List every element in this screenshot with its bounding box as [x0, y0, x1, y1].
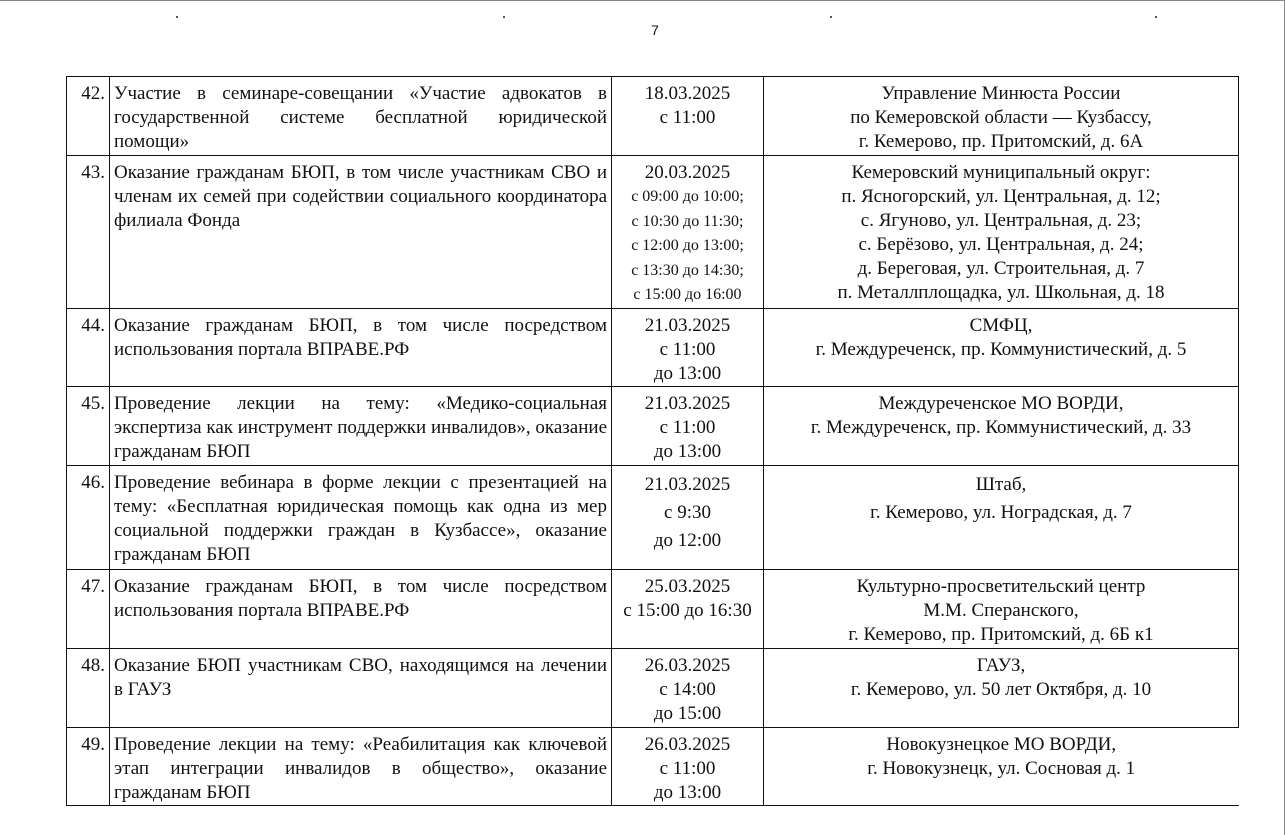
event-date	[612, 386, 764, 465]
time-line: с 14:00	[659, 678, 716, 700]
event-description: Проведение лекции на тему: «Реабилитация как ключевой этап интеграции инвалидов в общество», оказание гражданам БЮП	[110, 727, 612, 805]
time-line: до 13:00	[653, 781, 722, 803]
row-number: 46.	[67, 465, 110, 569]
event-date	[612, 465, 764, 569]
location-line: Штаб,	[975, 473, 1027, 495]
table-row	[67, 569, 1239, 648]
time-line: до 13:00	[653, 362, 722, 384]
date-line: 20.03.2025	[644, 162, 731, 183]
date-line: 25.03.2025	[644, 575, 731, 597]
time-slot: с 10:30 до 11:30;	[631, 212, 744, 230]
table-row	[67, 465, 1239, 569]
row-number: 49.	[67, 727, 110, 805]
date-line: 21.03.2025	[644, 473, 731, 495]
date-line: 21.03.2025	[644, 314, 731, 336]
event-description: Проведение вебинара в форме лекции с презентацией на тему: «Бесплатная юридическая помощь как одна из мер социальной поддержки граждан в Кузбассе», оказание гражданам БЮП	[110, 465, 612, 569]
time-line: до 13:00	[653, 440, 722, 462]
location-line: ГАУЗ,	[976, 654, 1026, 676]
time-line: с 11:00	[659, 107, 716, 128]
row-number: 47.	[67, 569, 110, 648]
event-location	[764, 569, 1239, 648]
row-number: 44.	[67, 308, 110, 386]
time-line: с 11:00	[659, 416, 716, 438]
location-line: М.М. Сперанского,	[923, 599, 1079, 621]
table-row	[67, 727, 1239, 805]
location-line: г. Кемерово, пр. Притомский, д. 6Б к1	[848, 623, 1154, 645]
event-description: Оказание гражданам БЮП, в том числе участникам СВО и членам их семей при содействии социального координатора филиала Фонда	[110, 156, 612, 309]
scan-speck	[503, 16, 505, 18]
location-line: СМФЦ,	[969, 314, 1033, 336]
event-date	[612, 648, 764, 727]
time-line: с 11:00	[659, 338, 716, 360]
event-location	[764, 648, 1239, 727]
time-slot: с 12:00 до 13:00;	[631, 237, 744, 254]
event-location	[764, 308, 1239, 386]
event-date	[612, 569, 764, 648]
time-slot: с 15:00 до 16:00	[633, 286, 742, 303]
location-line: г. Кемерово, ул. 50 лет Октября, д. 10	[850, 678, 1152, 700]
location-line: п. Ясногорский, ул. Центральная, д. 12;	[841, 186, 1161, 207]
scan-speck	[176, 16, 178, 18]
row-number: 42.	[67, 77, 110, 156]
location-line: г. Кемерово, пр. Притомский, д. 6А	[858, 131, 1144, 152]
page-edge-top	[0, 0, 1285, 1]
date-line: 26.03.2025	[644, 733, 731, 755]
table-row	[67, 386, 1239, 465]
location-line: Новокузнецкое МО ВОРДИ,	[886, 733, 1117, 755]
time-slot: с 09:00 до 10:00;	[631, 188, 744, 205]
row-number: 45.	[67, 386, 110, 465]
table-row	[67, 648, 1239, 727]
location-line: с. Берёзово, ул. Центральная, д. 24;	[858, 234, 1144, 255]
event-description: Проведение лекции на тему: «Медико-социальная экспертиза как инструмент поддержки инвалидов», оказание гражданам БЮП	[110, 386, 612, 465]
event-description: Участие в семинаре-совещании «Участие адвокатов в государственной системе бесплатной юридической помощи»	[110, 77, 612, 156]
event-location	[764, 77, 1239, 156]
table-row	[67, 77, 1239, 156]
event-location	[764, 727, 1239, 805]
location-line: с. Ягуново, ул. Центральная, д. 23;	[860, 210, 1142, 231]
event-location	[764, 386, 1239, 465]
row-number: 48.	[67, 648, 110, 727]
time-line: с 15:00 до 16:30	[623, 599, 752, 621]
time-line: с 11:00	[659, 757, 716, 779]
table-row	[67, 308, 1239, 386]
time-slot: с 13:30 до 14:30;	[631, 261, 744, 279]
location-line: г. Кемерово, ул. Ноградская, д. 7	[870, 501, 1132, 523]
event-description: Оказание гражданам БЮП, в том числе посредством использования портала ВПРАВЕ.РФ	[110, 308, 612, 386]
location-line: г. Междуреченск, пр. Коммунистический, д. 5	[815, 338, 1187, 360]
event-date	[612, 308, 764, 386]
event-description: Оказание гражданам БЮП, в том числе посредством использования портала ВПРАВЕ.РФ	[110, 569, 612, 648]
event-location	[764, 465, 1239, 569]
location-line: г. Новокузнецк, ул. Сосновая д. 1	[867, 757, 1136, 779]
location-line: Управление Минюста России	[881, 83, 1121, 104]
event-date	[612, 727, 764, 805]
location-line: Кемеровский муниципальный округ:	[851, 162, 1151, 183]
location-line: Междуреченское МО ВОРДИ,	[878, 392, 1124, 414]
scan-speck	[1155, 16, 1157, 18]
location-line: п. Металлплощадка, ул. Школьная, д. 18	[837, 282, 1165, 303]
table-row	[67, 156, 1239, 309]
events-table	[66, 76, 1239, 806]
date-line: 26.03.2025	[644, 654, 731, 676]
location-line: д. Береговая, ул. Строительная, д. 7	[857, 258, 1145, 279]
location-line: Культурно-просветительский центр	[856, 575, 1146, 597]
row-number: 43.	[67, 156, 110, 309]
event-description: Оказание БЮП участникам СВО, находящимся на лечении в ГАУЗ	[110, 648, 612, 727]
location-line: г. Междуреченск, пр. Коммунистический, д. 33	[810, 416, 1192, 438]
location-line: по Кемеровской области — Кузбассу,	[850, 107, 1152, 128]
time-line: до 12:00	[653, 529, 722, 551]
scan-speck	[830, 16, 832, 18]
event-date	[612, 156, 764, 309]
event-location	[764, 156, 1239, 309]
time-line: до 15:00	[653, 702, 722, 724]
date-line: 21.03.2025	[644, 392, 731, 414]
event-date	[612, 77, 764, 156]
page-number: 7	[651, 22, 659, 38]
time-line: с 9:30	[664, 501, 711, 523]
date-line: 18.03.2025	[644, 83, 731, 104]
